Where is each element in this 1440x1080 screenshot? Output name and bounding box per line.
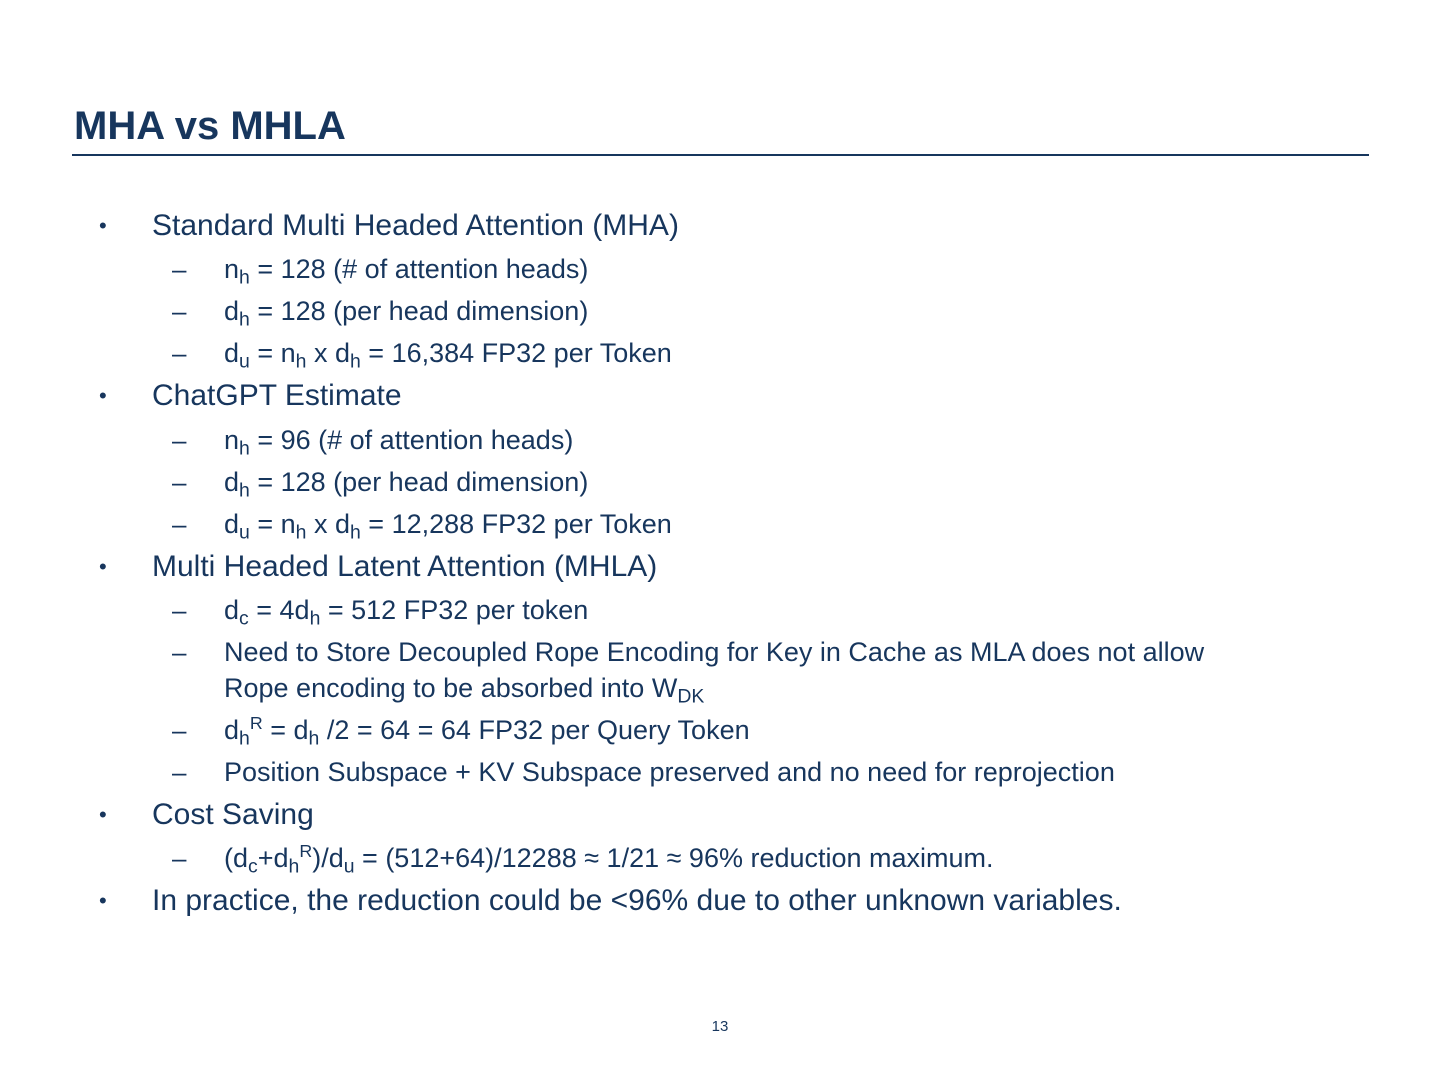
bullet-marker: •: [99, 213, 107, 238]
dash-marker: –: [172, 425, 187, 455]
sub-item-text: $n_h = 96$ (# of attention heads): [224, 425, 574, 460]
sub-item-text: $d_h = 128$ (per head dimension): [224, 467, 589, 502]
dash-marker: –: [172, 509, 187, 539]
dash-marker: –: [172, 843, 187, 873]
dash-marker: –: [172, 715, 187, 745]
sub-item-text: $(d_c+d_h^R)/d_u = (512+64)/12288 \approx 1/21 \approx 96\%$ reduction maximum.: [224, 841, 994, 878]
dash-marker: –: [172, 757, 187, 787]
sub-item-text: $d_u = n_h$ x $d_h = 16,384$ FP32 per Token: [224, 338, 672, 373]
sub-item-text: $n_h = 128$ (# of attention heads): [224, 254, 589, 289]
bullet-in-practice-text: In practice, the reduction could be <96% due to other unknown variables.: [152, 884, 1122, 917]
dash-marker: –: [172, 254, 187, 284]
page-number: 13: [711, 1018, 729, 1035]
title-divider: [72, 154, 1369, 156]
dash-marker: –: [172, 467, 187, 497]
sub-item-text: Rope encoding to be absorbed into $W_{DK}$: [224, 673, 705, 708]
dash-marker: –: [172, 296, 187, 326]
bullet-marker: •: [99, 802, 107, 827]
bullet-chatgpt-text: ChatGPT Estimate: [152, 379, 402, 412]
sub-item-text: $d_c = 4d_h = 512$ FP32 per token: [224, 595, 589, 630]
dash-marker: –: [172, 338, 187, 368]
dash-marker: –: [172, 595, 187, 625]
bullet-marker: •: [99, 888, 107, 913]
sub-item-text: $d_h^R = d_h$ /2 = 64 = 64 FP32 per Query Token: [224, 713, 750, 750]
dash-marker: –: [172, 637, 187, 667]
sub-item-text: Position Subspace + KV Subspace preserved and no need for reprojection: [224, 757, 1115, 787]
bullet-mha-text: Standard Multi Headed Attention (MHA): [152, 209, 679, 242]
bullet-marker: •: [99, 383, 107, 408]
bullet-cost-saving-text: Cost Saving: [152, 798, 314, 831]
sub-item-text: $d_u = n_h$ x $d_h = 12,288$ FP32 per Token: [224, 509, 672, 544]
slide-title: MHA vs MHLA: [74, 104, 346, 148]
sub-item-text: $d_h = 128$ (per head dimension): [224, 296, 589, 331]
sub-item-text: Need to Store Decoupled Rope Encoding for Key in Cache as MLA does not allow: [224, 637, 1205, 667]
bullet-mhla-text: Multi Headed Latent Attention (MHLA): [152, 550, 658, 583]
bullet-marker: •: [99, 554, 107, 579]
